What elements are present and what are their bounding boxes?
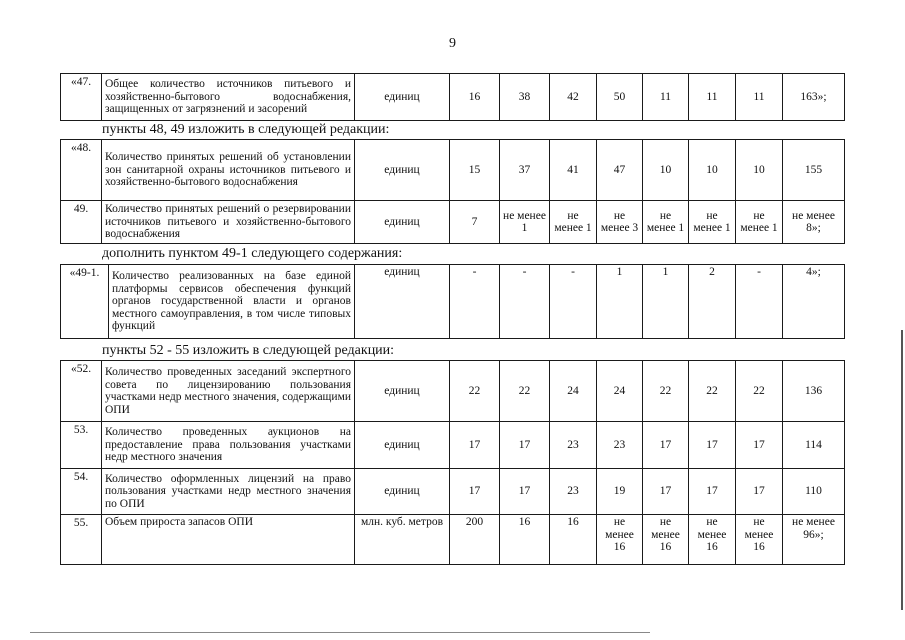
section-heading: пункты 48, 49 изложить в следующей редакции: [102, 122, 390, 137]
section-heading: пункты 52 - 55 изложить в следующей редакции: [102, 343, 395, 358]
row-value: 37 [500, 140, 550, 201]
row-value: 114 [783, 422, 845, 469]
table-row [61, 74, 845, 121]
table-row [61, 265, 845, 339]
row-value: - [550, 265, 597, 339]
row-value: не менее 96»; [783, 515, 845, 565]
row-value: - [500, 265, 550, 339]
row-value: 17 [643, 469, 689, 515]
row-value: 23 [550, 422, 597, 469]
row-value: 38 [500, 74, 550, 121]
row-value: не менее 3 [597, 201, 643, 244]
row-value: 17 [643, 422, 689, 469]
row-description: Количество принятых решений о резервировании источников питьевого и хозяйственно-бытового водоснабжения [102, 201, 355, 244]
row-description: Количество проведенных заседаний экспертного совета по лицензированию пользования участками недр местного значения, содержащими ОПИ [102, 361, 355, 422]
row-value: 2 [689, 265, 736, 339]
row-value: 24 [597, 361, 643, 422]
row-value: - [450, 265, 500, 339]
row-description: Количество проведенных аукционов на предоставление права пользования участками недр местного значения [102, 422, 355, 469]
row-description: Количество реализованных на базе единой платформы сервисов обеспечения функций органов государственной власти и органов местного самоуправления, в том числе типовых функций [109, 265, 355, 339]
row-value: 17 [689, 469, 736, 515]
row-number: «49-1. [61, 265, 109, 339]
row-value: 4»; [783, 265, 845, 339]
row-value: 163»; [783, 74, 845, 121]
row-value: 23 [550, 469, 597, 515]
row-value: не менее 16 [736, 515, 783, 565]
table-row [61, 201, 845, 244]
row-description: Объем прироста запасов ОПИ [102, 515, 355, 565]
row-value: 155 [783, 140, 845, 201]
row-value: 17 [736, 469, 783, 515]
row-description: Количество принятых решений об установлении зон санитарной охраны источников питьевого и хозяйственно-бытового водоснабжения [102, 140, 355, 201]
row-value: 42 [550, 74, 597, 121]
row-number: 53. [61, 422, 102, 469]
row-value: 17 [736, 422, 783, 469]
scan-edge-line [901, 330, 903, 610]
row-value: - [736, 265, 783, 339]
row-value: 47 [597, 140, 643, 201]
row-value: 19 [597, 469, 643, 515]
row-value: 17 [500, 422, 550, 469]
row-unit: единиц [355, 201, 450, 244]
row-value: 10 [643, 140, 689, 201]
row-value: 22 [736, 361, 783, 422]
row-unit: единиц [355, 469, 450, 515]
row-value: 17 [689, 422, 736, 469]
section-heading: дополнить пунктом 49-1 следующего содержания: [102, 246, 403, 261]
row-value: 11 [736, 74, 783, 121]
table-row [61, 515, 845, 565]
table-row-49-1-section [60, 264, 845, 339]
table-rows-52-55-section [60, 360, 845, 565]
table-row [61, 469, 845, 515]
page-number: 9 [449, 36, 456, 51]
row-value: не менее 16 [689, 515, 736, 565]
row-value: 22 [643, 361, 689, 422]
row-value: 10 [689, 140, 736, 201]
row-unit: млн. куб. метров [355, 515, 450, 565]
row-number: «52. [61, 361, 102, 422]
row-value: 22 [500, 361, 550, 422]
row-value: не менее 8»; [783, 201, 845, 244]
row-value: 22 [450, 361, 500, 422]
row-value: 50 [597, 74, 643, 121]
row-value: 200 [450, 515, 500, 565]
row-description: Количество оформленных лицензий на право пользования участками недр местного значения по ОПИ [102, 469, 355, 515]
table-rows-48-49-section [60, 139, 845, 244]
row-value: 1 [643, 265, 689, 339]
row-number: «48. [61, 140, 102, 201]
row-value: 24 [550, 361, 597, 422]
row-number: 54. [61, 469, 102, 515]
table-row-47-section [60, 73, 845, 121]
row-value: 10 [736, 140, 783, 201]
table-row [61, 140, 845, 201]
row-number: «47. [61, 74, 102, 121]
row-value: 16 [450, 74, 500, 121]
row-value: 7 [450, 201, 500, 244]
row-value: не менее 16 [597, 515, 643, 565]
row-unit: единиц [355, 422, 450, 469]
row-value: не менее 16 [643, 515, 689, 565]
row-value: не менее 1 [500, 201, 550, 244]
row-number: 49. [61, 201, 102, 244]
row-number: 55. [61, 515, 102, 565]
row-unit: единиц [355, 140, 450, 201]
row-value: 41 [550, 140, 597, 201]
row-unit: единиц [355, 74, 450, 121]
row-value: 1 [597, 265, 643, 339]
scan-bottom-line [30, 632, 650, 633]
row-value: 136 [783, 361, 845, 422]
row-value: 16 [500, 515, 550, 565]
row-value: 17 [450, 469, 500, 515]
table-row [61, 361, 845, 422]
row-value: не менее 1 [689, 201, 736, 244]
row-description: Общее количество источников питьевого и хозяйственно-бытового водоснабжения, защищенных от загрязнений и засорений [102, 74, 355, 121]
row-value: 16 [550, 515, 597, 565]
table-row [61, 422, 845, 469]
row-value: 11 [643, 74, 689, 121]
row-value: 22 [689, 361, 736, 422]
row-value: 11 [689, 74, 736, 121]
row-value: не менее 1 [550, 201, 597, 244]
row-value: 15 [450, 140, 500, 201]
row-value: 23 [597, 422, 643, 469]
row-value: 110 [783, 469, 845, 515]
row-value: 17 [450, 422, 500, 469]
row-value: не менее 1 [643, 201, 689, 244]
row-unit: единиц [355, 361, 450, 422]
row-value: не менее 1 [736, 201, 783, 244]
row-unit: единиц [355, 265, 450, 339]
row-value: 17 [500, 469, 550, 515]
